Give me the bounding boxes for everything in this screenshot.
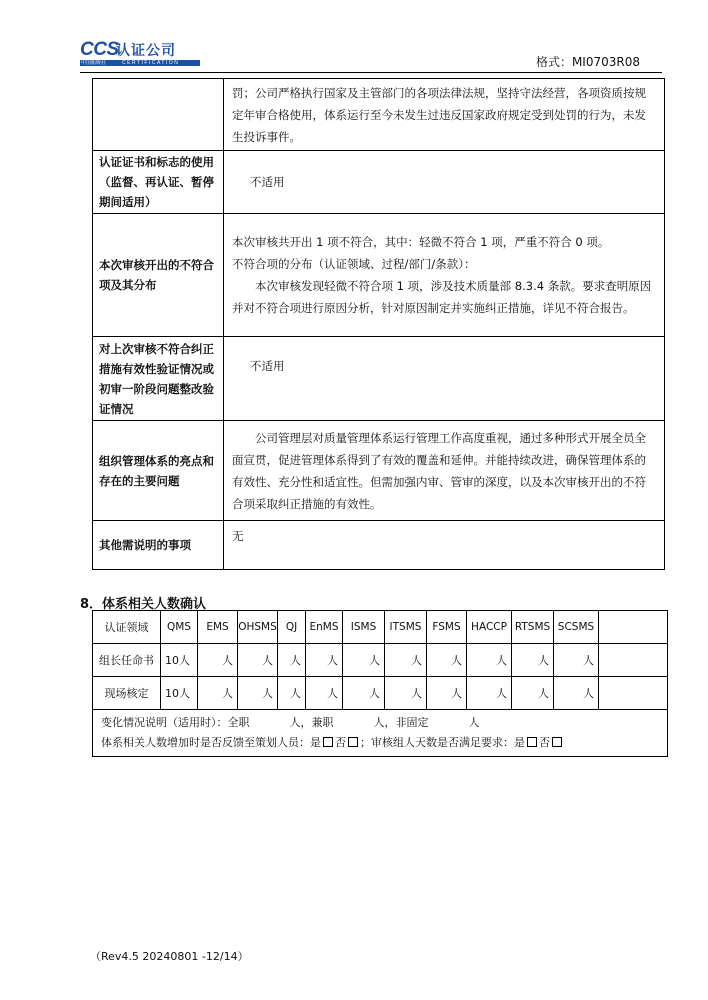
header-rule: [80, 72, 662, 73]
logo-ccs-text: CCS: [80, 39, 119, 60]
row-label: 本次审核开出的不符合项及其分布: [93, 214, 224, 337]
row-text: 无: [232, 529, 244, 543]
note-text: 人: [468, 716, 480, 729]
row-label: 其他需说明的事项: [93, 521, 224, 570]
domain-ohsms: OHSMS: [238, 611, 278, 644]
table-row: [93, 421, 665, 521]
row-label: 组织管理体系的亮点和存在的主要问题: [93, 421, 224, 521]
section-8-title: 8．体系相关人数确认: [80, 597, 207, 612]
note-row: [93, 710, 668, 757]
row-value: [224, 421, 665, 521]
domain-qms: QMS: [161, 611, 198, 644]
personnel-count-table: [92, 610, 668, 757]
count-cell: 人: [278, 677, 306, 710]
row-text: 不适用: [250, 175, 285, 189]
domain-itsms: ITSMS: [385, 611, 427, 644]
table-row: [93, 214, 665, 337]
table-row: [93, 151, 665, 214]
header-label: 认证领域: [93, 611, 161, 644]
domain-haccp: HACCP: [467, 611, 512, 644]
logo-sub-en: CERTIFICATION: [122, 60, 180, 66]
count-cell: 人: [554, 677, 599, 710]
count-cell: 人: [238, 677, 278, 710]
count-cell: 人: [554, 644, 599, 677]
audit-summary-table: [92, 78, 665, 570]
row-label: 组长任命书: [93, 644, 161, 677]
note-text: 人，兼职: [289, 716, 334, 729]
checkbox[interactable]: [527, 737, 537, 747]
row-value: [224, 337, 665, 421]
change-note-cell: [93, 710, 668, 757]
appointment-row: [93, 644, 668, 677]
domain-rtsms: RTSMS: [512, 611, 554, 644]
row-label: 认证证书和标志的使用（监督、再认证、暂停期间适用）: [93, 151, 224, 214]
row-value: [224, 151, 665, 214]
domain-isms: ISMS: [343, 611, 385, 644]
note-text: ；审核组人天数是否满足要求：是: [360, 736, 525, 749]
count-qms: 10人: [161, 644, 198, 677]
empty-cell: [599, 611, 668, 644]
count-cell: 人: [238, 644, 278, 677]
domain-enms: EnMS: [306, 611, 343, 644]
count-cell: 人: [306, 677, 343, 710]
staff-change-line: [101, 713, 659, 733]
count-cell: 人: [467, 644, 512, 677]
checkbox[interactable]: [552, 737, 562, 747]
empty-cell: [599, 644, 668, 677]
logo-sub-cn: 中国船级社: [81, 60, 107, 66]
empty-cell: [599, 677, 668, 710]
row-value: [224, 214, 665, 337]
row-text: 罚；公司严格执行国家及主管部门的各项法律法规，坚持守法经营，各项资质按规定年审合格使用，体系运行至今未发生过违反国家政府规定受到处罚的行为，未发生投诉事件。: [232, 85, 646, 144]
nc-distribution-line: 不符合项的分布（认证领域、过程/部门/条款）：: [232, 257, 476, 271]
checkbox[interactable]: [323, 737, 333, 747]
row-label: 对上次审核不符合纠正措施有效性验证情况或初审一阶段问题整改验证情况: [93, 337, 224, 421]
count-cell: 人: [278, 644, 306, 677]
count-cell: 人: [467, 677, 512, 710]
count-cell: 人: [198, 677, 238, 710]
page-footer: （Rev4.5 20240801 -12/14）: [90, 950, 249, 963]
domain-header-row: [93, 611, 668, 644]
nc-detail-text: 本次审核发现轻微不符合项 1 项，涉及技术质量部 8.3.4 条款。要求查明原因并对不符合项进行原因分析，针对原因制定并实施纠正措施，详见不符合报告。: [232, 279, 652, 315]
count-cell: 人: [512, 644, 554, 677]
row-text: 公司管理层对质量管理体系运行管理工作高度重视，通过多种形式开展全员全面宣贯，促进管理体系得到了有效的覆盖和延伸。并能持续改进，确保管理体系的有效性、充分性和适宜性。但需加强内审、管审的深度，以及本次审核开出的不符合项采取纠正措施的有效性。: [232, 430, 646, 511]
count-cell: 人: [343, 644, 385, 677]
note-text: 人，非固定: [373, 716, 429, 729]
domain-fsms: FSMS: [427, 611, 467, 644]
domain-qj: QJ: [278, 611, 306, 644]
domain-ems: EMS: [198, 611, 238, 644]
note-text: 否: [539, 736, 550, 749]
onsite-row: [93, 677, 668, 710]
form-code: 格式：MI0703R08: [535, 55, 640, 69]
logo-cn-text: 认证公司: [116, 43, 176, 59]
row-value: [224, 521, 665, 570]
checkbox[interactable]: [348, 737, 358, 747]
table-row: [93, 337, 665, 421]
row-value: [224, 79, 665, 151]
domain-scsms: SCSMS: [554, 611, 599, 644]
note-text: 体系相关人数增加时是否反馈至策划人员：是: [101, 736, 321, 749]
ccs-logo: [80, 41, 205, 67]
count-cell: 人: [385, 677, 427, 710]
count-cell: 人: [385, 644, 427, 677]
table-row: [93, 79, 665, 151]
row-label: [93, 79, 224, 151]
count-cell: 人: [427, 677, 467, 710]
feedback-line: [101, 733, 659, 753]
count-cell: 人: [427, 644, 467, 677]
note-text: 否: [335, 736, 346, 749]
row-text: 不适用: [250, 359, 285, 373]
count-cell: 人: [198, 644, 238, 677]
nc-summary-line: 本次审核共开出 1 项不符合，其中：轻微不符合 1 项，严重不符合 0 项。: [232, 235, 610, 249]
count-qms: 10人: [161, 677, 198, 710]
count-cell: 人: [512, 677, 554, 710]
note-text: 变化情况说明（适用时）：全职: [101, 716, 250, 729]
count-cell: 人: [343, 677, 385, 710]
count-cell: 人: [306, 644, 343, 677]
table-row: [93, 521, 665, 570]
row-label: 现场核定: [93, 677, 161, 710]
